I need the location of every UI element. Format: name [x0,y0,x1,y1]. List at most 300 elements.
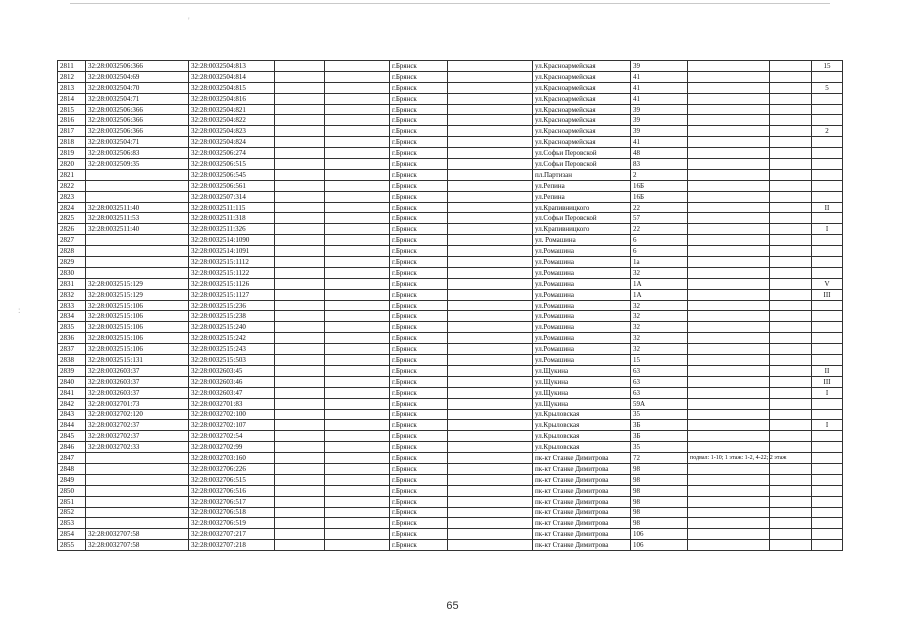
row-number-cell: 2822 [58,180,86,191]
table-row [58,300,843,311]
row-number-cell: 2834 [58,311,86,322]
object-cadastral-number-cell: 32:28:0032515:1122 [189,267,275,278]
empty-cell [325,453,390,464]
object-cadastral-number-cell: 32:28:0032504:814 [189,71,275,82]
row-number-cell: 2847 [58,453,86,464]
object-cadastral-number-cell: 32:28:0032702:99 [189,442,275,453]
city-cell: г.Брянск [390,387,448,398]
parcel-cadastral-number-cell: 32:28:0032515:106 [86,311,189,322]
table-row [58,431,843,442]
street-cell: ул.Красноармейская [533,115,631,126]
empty-cell [275,355,325,366]
empty-cell [770,235,812,246]
empty-cell [325,463,390,474]
empty-cell [770,191,812,202]
object-cadastral-number-cell: 32:28:0032515:236 [189,300,275,311]
empty-cell [448,289,533,300]
row-number-cell: 2832 [58,289,86,300]
empty-cell [448,463,533,474]
empty-cell [325,518,390,529]
empty-cell [325,344,390,355]
premises-note-cell [688,257,770,268]
empty-cell [770,507,812,518]
empty-cell [448,409,533,420]
row-number-cell: 2846 [58,442,86,453]
premises-note-cell: подвал: 1-10; 1 этаж: 1-2, 4-22; 2 этаж [688,453,770,464]
empty-cell [448,93,533,104]
empty-cell [325,507,390,518]
object-cadastral-number-cell: 32:28:0032507:314 [189,191,275,202]
empty-cell [325,540,390,551]
premises-number-cell [812,453,843,464]
street-cell: пк-кт Станке Димитрова [533,496,631,507]
street-cell: ул. Ромашина [533,235,631,246]
house-number-cell: 16Б [631,191,688,202]
object-cadastral-number-cell: 32:28:0032504:822 [189,115,275,126]
page-number: 65 [446,600,459,612]
city-cell: г.Брянск [390,191,448,202]
house-number-cell: 41 [631,137,688,148]
table-row [58,518,843,529]
city-cell: г.Брянск [390,409,448,420]
premises-note-cell [688,507,770,518]
empty-cell [325,202,390,213]
parcel-cadastral-number-cell: 32:28:0032504:71 [86,137,189,148]
city-cell: г.Брянск [390,322,448,333]
empty-cell [275,61,325,72]
city-cell: г.Брянск [390,246,448,257]
row-number-cell: 2826 [58,224,86,235]
city-cell: г.Брянск [390,159,448,170]
premises-number-cell: III [812,289,843,300]
parcel-cadastral-number-cell [86,474,189,485]
premises-note-cell [688,311,770,322]
table-row [58,159,843,170]
row-number-cell: 2852 [58,507,86,518]
object-cadastral-number-cell: 32:28:0032515:238 [189,311,275,322]
premises-note-cell [688,137,770,148]
empty-cell [448,61,533,72]
row-number-cell: 2849 [58,474,86,485]
parcel-cadastral-number-cell: 32:28:0032504:70 [86,82,189,93]
city-cell: г.Брянск [390,169,448,180]
premises-note-cell [688,224,770,235]
premises-note-cell [688,540,770,551]
premises-note-cell [688,496,770,507]
empty-cell [770,137,812,148]
table-row [58,224,843,235]
street-cell: ул.Красноармейская [533,126,631,137]
object-cadastral-number-cell: 32:28:0032504:824 [189,137,275,148]
empty-cell [448,474,533,485]
house-number-cell: 98 [631,485,688,496]
street-cell: ул.Ромашина [533,311,631,322]
table-row [58,409,843,420]
empty-cell [770,115,812,126]
parcel-cadastral-number-cell: 32:28:0032702:37 [86,431,189,442]
empty-cell [275,518,325,529]
premises-number-cell [812,507,843,518]
house-number-cell: 32 [631,267,688,278]
row-number-cell: 2821 [58,169,86,180]
empty-cell [275,529,325,540]
empty-cell [325,278,390,289]
premises-note-cell [688,267,770,278]
empty-cell [770,355,812,366]
premises-number-cell [812,137,843,148]
table-row [58,529,843,540]
premises-number-cell: III [812,376,843,387]
premises-number-cell: 15 [812,61,843,72]
empty-cell [770,398,812,409]
table-row [58,420,843,431]
empty-cell [275,137,325,148]
parcel-cadastral-number-cell: 32:28:0032515:106 [86,333,189,344]
table-row [58,278,843,289]
table-row [58,246,843,257]
empty-cell [448,344,533,355]
empty-cell [325,333,390,344]
parcel-cadastral-number-cell: 32:28:0032506:366 [86,61,189,72]
parcel-cadastral-number-cell: 32:28:0032506:366 [86,104,189,115]
premises-number-cell [812,529,843,540]
premises-note-cell [688,322,770,333]
premises-note-cell [688,398,770,409]
premises-number-cell [812,300,843,311]
empty-cell [325,365,390,376]
street-cell: пк-кт Станке Димитрова [533,474,631,485]
parcel-cadastral-number-cell: 32:28:0032515:106 [86,344,189,355]
parcel-cadastral-number-cell [86,191,189,202]
row-number-cell: 2831 [58,278,86,289]
table-row [58,104,843,115]
empty-cell [770,333,812,344]
city-cell: г.Брянск [390,485,448,496]
empty-cell [770,485,812,496]
street-cell: ул.Щукина [533,376,631,387]
city-cell: г.Брянск [390,365,448,376]
parcel-cadastral-number-cell: 32:28:0032707:58 [86,540,189,551]
object-cadastral-number-cell: 32:28:0032703:160 [189,453,275,464]
object-cadastral-number-cell: 32:28:0032511:326 [189,224,275,235]
city-cell: г.Брянск [390,126,448,137]
empty-cell [275,224,325,235]
empty-cell [770,126,812,137]
street-cell: ул.Ромашина [533,322,631,333]
empty-cell [325,355,390,366]
empty-cell [448,104,533,115]
house-number-cell: 2 [631,169,688,180]
object-cadastral-number-cell: 32:28:0032515:240 [189,322,275,333]
premises-number-cell: 5 [812,82,843,93]
empty-cell [770,104,812,115]
premises-note-cell [688,104,770,115]
object-cadastral-number-cell: 32:28:0032706:515 [189,474,275,485]
premises-note-cell [688,529,770,540]
premises-number-cell [812,311,843,322]
parcel-cadastral-number-cell: 32:28:0032506:366 [86,126,189,137]
empty-cell [325,485,390,496]
empty-cell [275,159,325,170]
table-row [58,333,843,344]
empty-cell [448,365,533,376]
scan-edge-line [70,3,830,4]
premises-note-cell [688,300,770,311]
house-number-cell: 3Б [631,420,688,431]
empty-cell [448,191,533,202]
table-row [58,387,843,398]
city-cell: г.Брянск [390,398,448,409]
parcel-cadastral-number-cell: 32:28:0032504:71 [86,93,189,104]
empty-cell [325,474,390,485]
empty-cell [325,376,390,387]
object-cadastral-number-cell: 32:28:0032706:517 [189,496,275,507]
city-cell: г.Брянск [390,257,448,268]
empty-cell [325,159,390,170]
house-number-cell: 41 [631,82,688,93]
premises-number-cell: I [812,420,843,431]
object-cadastral-number-cell: 32:28:0032515:1127 [189,289,275,300]
empty-cell [448,278,533,289]
empty-cell [448,518,533,529]
parcel-cadastral-number-cell [86,235,189,246]
house-number-cell: 39 [631,61,688,72]
row-number-cell: 2820 [58,159,86,170]
object-cadastral-number-cell: 32:28:0032702:107 [189,420,275,431]
street-cell: пк-кт Станке Димитрова [533,518,631,529]
empty-cell [770,540,812,551]
row-number-cell: 2818 [58,137,86,148]
empty-cell [448,115,533,126]
row-number-cell: 2817 [58,126,86,137]
premises-note-cell [688,420,770,431]
street-cell: ул.Щукина [533,365,631,376]
empty-cell [770,278,812,289]
parcel-cadastral-number-cell [86,496,189,507]
table-row [58,169,843,180]
empty-cell [770,61,812,72]
empty-cell [448,148,533,159]
empty-cell [325,409,390,420]
parcel-cadastral-number-cell: 32:28:0032511:40 [86,202,189,213]
premises-number-cell [812,169,843,180]
empty-cell [325,246,390,257]
premises-note-cell [688,115,770,126]
empty-cell [770,257,812,268]
empty-cell [325,148,390,159]
empty-cell [275,311,325,322]
street-cell: ул.Ромашина [533,344,631,355]
empty-cell [448,333,533,344]
parcel-cadastral-number-cell: 32:28:0032511:40 [86,224,189,235]
empty-cell [770,267,812,278]
premises-note-cell [688,463,770,474]
empty-cell [770,169,812,180]
premises-number-cell [812,442,843,453]
premises-note-cell [688,180,770,191]
empty-cell [770,474,812,485]
table-row [58,376,843,387]
empty-cell [325,169,390,180]
parcel-cadastral-number-cell [86,507,189,518]
empty-cell [325,93,390,104]
street-cell: ул.Ромашина [533,246,631,257]
street-cell: ул.Красноармейская [533,104,631,115]
table-row [58,61,843,72]
city-cell: г.Брянск [390,518,448,529]
empty-cell [275,267,325,278]
premises-number-cell [812,180,843,191]
table-row [58,93,843,104]
premises-note-cell [688,93,770,104]
row-number-cell: 2843 [58,409,86,420]
premises-note-cell [688,169,770,180]
house-number-cell: 3Б [631,431,688,442]
street-cell: ул.Красноармейская [533,61,631,72]
empty-cell [275,82,325,93]
house-number-cell: 98 [631,474,688,485]
object-cadastral-number-cell: 32:28:0032603:45 [189,365,275,376]
empty-cell [275,409,325,420]
house-number-cell: 63 [631,365,688,376]
empty-cell [275,507,325,518]
parcel-cadastral-number-cell [86,246,189,257]
premises-number-cell [812,235,843,246]
empty-cell [448,355,533,366]
empty-cell [770,159,812,170]
parcel-cadastral-number-cell: 32:28:0032603:37 [86,376,189,387]
empty-cell [770,148,812,159]
parcel-cadastral-number-cell: 32:28:0032702:120 [86,409,189,420]
parcel-cadastral-number-cell: 32:28:0032603:37 [86,387,189,398]
empty-cell [325,224,390,235]
row-number-cell: 2853 [58,518,86,529]
house-number-cell: 32 [631,322,688,333]
empty-cell [448,540,533,551]
empty-cell [275,463,325,474]
empty-cell [325,289,390,300]
empty-cell [770,224,812,235]
row-number-cell: 2825 [58,213,86,224]
row-number-cell: 2844 [58,420,86,431]
parcel-cadastral-number-cell: 32:28:0032515:131 [86,355,189,366]
premises-number-cell [812,398,843,409]
premises-note-cell [688,485,770,496]
house-number-cell: 39 [631,115,688,126]
parcel-cadastral-number-cell: 32:28:0032515:129 [86,278,189,289]
object-cadastral-number-cell: 32:28:0032707:218 [189,540,275,551]
house-number-cell: 1А [631,278,688,289]
empty-cell [325,431,390,442]
empty-cell [448,311,533,322]
premises-number-cell: II [812,365,843,376]
empty-cell [770,289,812,300]
table-row [58,540,843,551]
empty-cell [275,71,325,82]
empty-cell [448,322,533,333]
empty-cell [770,518,812,529]
city-cell: г.Брянск [390,82,448,93]
parcel-cadastral-number-cell [86,267,189,278]
empty-cell [448,180,533,191]
empty-cell [325,529,390,540]
row-number-cell: 2827 [58,235,86,246]
row-number-cell: 2841 [58,387,86,398]
object-cadastral-number-cell: 32:28:0032706:519 [189,518,275,529]
empty-cell [325,191,390,202]
empty-cell [325,126,390,137]
house-number-cell: 39 [631,104,688,115]
street-cell: ул.Ромашина [533,289,631,300]
house-number-cell: 106 [631,529,688,540]
empty-cell [770,246,812,257]
city-cell: г.Брянск [390,344,448,355]
house-number-cell: 32 [631,300,688,311]
premises-note-cell [688,71,770,82]
street-cell: ул.Красноармейская [533,82,631,93]
row-number-cell: 2839 [58,365,86,376]
city-cell: г.Брянск [390,540,448,551]
premises-number-cell [812,115,843,126]
empty-cell [770,93,812,104]
empty-cell [275,213,325,224]
empty-cell [448,431,533,442]
table-row [58,474,843,485]
house-number-cell: 6 [631,246,688,257]
empty-cell [770,496,812,507]
house-number-cell: 35 [631,409,688,420]
empty-cell [325,115,390,126]
scan-speck: : [18,305,21,315]
street-cell: пк-кт Станке Димитрова [533,453,631,464]
empty-cell [275,365,325,376]
table-row [58,485,843,496]
house-number-cell: 98 [631,518,688,529]
table-row [58,496,843,507]
house-number-cell: 106 [631,540,688,551]
premises-number-cell [812,474,843,485]
parcel-cadastral-number-cell [86,257,189,268]
table-row [58,115,843,126]
premises-note-cell [688,235,770,246]
row-number-cell: 2855 [58,540,86,551]
empty-cell [325,442,390,453]
parcel-cadastral-number-cell: 32:28:0032506:83 [86,148,189,159]
empty-cell [448,485,533,496]
house-number-cell: 15 [631,355,688,366]
parcel-cadastral-number-cell: 32:28:0032702:37 [86,420,189,431]
premises-number-cell [812,409,843,420]
object-cadastral-number-cell: 32:28:0032504:821 [189,104,275,115]
empty-cell [275,420,325,431]
row-number-cell: 2824 [58,202,86,213]
object-cadastral-number-cell: 32:28:0032506:545 [189,169,275,180]
premises-note-cell [688,431,770,442]
premises-number-cell [812,104,843,115]
object-cadastral-number-cell: 32:28:0032506:515 [189,159,275,170]
house-number-cell: 57 [631,213,688,224]
empty-cell [448,496,533,507]
object-cadastral-number-cell: 32:28:0032706:516 [189,485,275,496]
street-cell: ул.Репина [533,191,631,202]
street-cell: ул.Софьи Перовской [533,213,631,224]
object-cadastral-number-cell: 32:28:0032504:816 [189,93,275,104]
city-cell: г.Брянск [390,278,448,289]
street-cell: ул.Ромашина [533,355,631,366]
empty-cell [448,202,533,213]
table-row [58,191,843,202]
empty-cell [325,267,390,278]
